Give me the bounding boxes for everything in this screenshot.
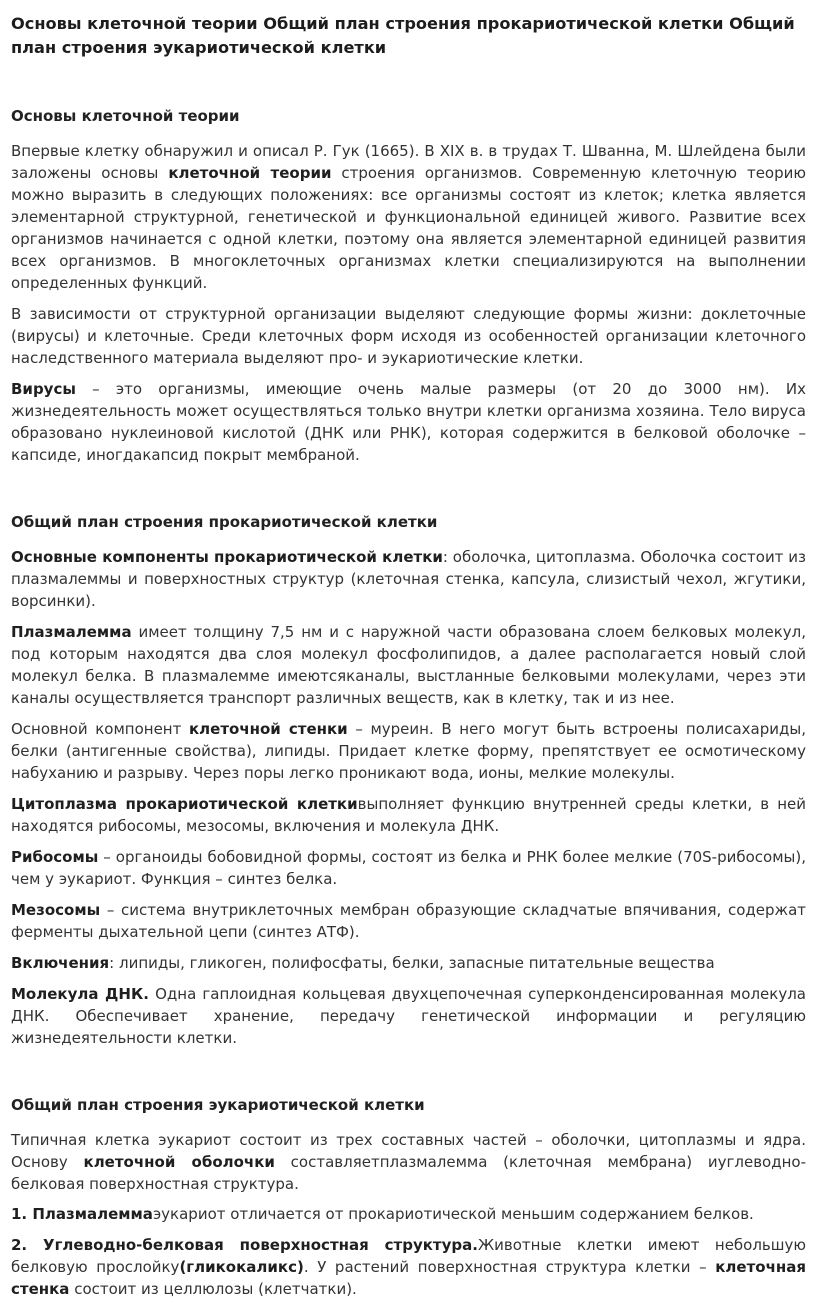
- list-item: [11, 1234, 806, 1300]
- bold-term: клеточной стенки: [188, 720, 348, 738]
- bold-term: Основные компоненты прокариотической клетки: [11, 548, 443, 566]
- bold-term: Вирусы: [11, 380, 76, 398]
- text-span: – муреин. В него могут быть встроены полисахариды, белки (антигенные свойства), липиды. Придает клетке форму, препятствует ее осмотическому набуханию и разрыву. Через поры легко проникают вода, ионы, мелкие молекулы.: [11, 720, 806, 782]
- paragraph-inclusions: [11, 952, 806, 974]
- section-heading-prokaryotic: Общий план строения прокариотической клетки: [11, 513, 438, 531]
- text-span: Основной компонент: [11, 720, 189, 738]
- text-span: Типичная клетка эукариот состоит из трех составных частей – оболочки, цитоплазмы и ядра. Основу: [11, 1131, 806, 1171]
- bold-term: (гликокаликс): [179, 1258, 304, 1276]
- text-span: . У растений поверхностная структура клетки –: [303, 1258, 716, 1276]
- text-span: – система внутриклеточных мембран образующие складчатые впячивания, содержат ферменты дыхательной цепи (синтез АТФ).: [11, 901, 806, 941]
- paragraph-life-forms: В зависимости от структурной организации выделяют следующие формы жизни: доклеточные (вирусы) и клеточные. Среди клеточных форм исходя из особенностей организации клеточного наследственного материала выделяют про- и эукариотические клетки.: [11, 305, 806, 367]
- paragraph-ribosomes: [11, 846, 806, 890]
- text-span: – органоиды бобовидной формы, состоят из белка и РНК более мелкие (70S-рибосомы), чем у эукариот. Функция – синтез белка.: [11, 848, 806, 888]
- text-span: эукариот отличается от прокариотической меньшим содержанием белков.: [152, 1205, 754, 1223]
- paragraph-dna-molecule: [11, 983, 806, 1049]
- bold-term: Включения: [11, 954, 110, 972]
- bold-term: Плазмалемма: [11, 623, 132, 641]
- numbered-list: [11, 1203, 806, 1300]
- bold-term: Мезосомы: [11, 901, 101, 919]
- text-span: состоит из целлюлозы (клетчатки).: [69, 1280, 357, 1298]
- paragraph-eukaryote-intro: [11, 1129, 806, 1195]
- section-prokaryotic-cell: [11, 512, 806, 1049]
- paragraph-cytoplasm: [11, 793, 806, 837]
- paragraph-cell-wall: [11, 718, 806, 784]
- paragraph-mesosomes: [11, 899, 806, 943]
- text-span: – это организмы, имеющие очень малые размеры (от 20 до 3000 нм). Их жизнедеятельность может осуществляться только внутри клетки организма хозяина. Тело вируса образовано нуклеиновой кислотой (ДНК или РНК), которая содержится в белковой оболочке – капсиде, иногдакапсид покрыт мембраной.: [11, 380, 806, 464]
- text-span: : липиды, гликоген, полифосфаты, белки, запасные питательные вещества: [109, 954, 715, 972]
- section-heading-cell-theory: Основы клеточной теории: [11, 107, 240, 125]
- bold-term: Цитоплазма прокариотической клетки: [11, 795, 358, 813]
- bold-term: Углеводно-белковая поверхностная структура.: [27, 1236, 478, 1254]
- bold-term: Плазмалемма: [27, 1205, 153, 1223]
- bold-term: клеточной теории: [168, 164, 332, 182]
- section-eukaryotic-cell: [11, 1095, 806, 1300]
- text-span: составляетплазмалемма (клеточная мембрана) иуглеводно-белковая поверхностная структура.: [11, 1153, 806, 1193]
- text-span: Одна гаплоидная кольцевая двухцепочечная суперконденсированная молекула ДНК. Обеспечивает хранение, передачу генетической информации и регуляцию жизнедеятельности клетки.: [11, 985, 806, 1047]
- text-span: имеет толщину 7,5 нм и с наружной части образована слоем белковых молекул, под которым находятся два слоя молекул фосфолипидов, а далее располагается новый слой молекул белка. В плазмалемме имеютсяканалы, выстланные белковыми молекулами, через эти каналы осуществляется транспорт различных веществ, как в клетку, так и из нее.: [11, 623, 806, 707]
- paragraph-viruses: [11, 378, 806, 466]
- text-span: выполняет функцию внутренней среды клетки, в ней находятся рибосомы, мезосомы, включения и молекула ДНК.: [11, 795, 806, 835]
- section-cell-theory: [11, 106, 806, 466]
- text-span: Впервые клетку обнаружил и описал Р. Гук (1665). В XIX в. в трудах Т. Шванна, М. Шлейдена были заложены основы: [11, 142, 806, 182]
- bold-term: Рибосомы: [11, 848, 99, 866]
- bold-term: клеточной оболочки: [83, 1153, 275, 1171]
- text-span: строения организмов. Современную клеточную теорию можно выразить в следующих положениях: все организмы состоят из клеток; клетка является элементарной структурной, генетической и функциональной единицей живого. Развитие всех организмов начинается с одной клетки, поэтому она является элементарной единицей развития всех организмов. В многоклеточных организмах клетки специализируются на выполнении определенных функций.: [11, 164, 807, 292]
- text-span: : оболочка, цитоплазма. Оболочка состоит из плазмалеммы и поверхностных структур (клеточная стенка, капсула, слизистый чехол, жгутики, ворсинки).: [11, 548, 806, 610]
- list-item-number: 1.: [11, 1205, 28, 1223]
- bold-term: клеточная стенка: [11, 1258, 806, 1298]
- list-item-number: 2.: [11, 1236, 28, 1254]
- document-title: Основы клеточной теории Общий план строения прокариотической клетки Общий план строения эукариотической клетки: [11, 14, 795, 57]
- text-span: Животные клетки имеют небольшую белковую прослойку: [11, 1236, 807, 1276]
- list-item: [11, 1203, 806, 1225]
- paragraph-cell-theory-intro: [11, 140, 806, 294]
- paragraph-plasmalemma: [11, 621, 806, 709]
- paragraph-main-components: [11, 546, 806, 612]
- section-heading-eukaryotic: Общий план строения эукариотической клетки: [11, 1096, 425, 1114]
- bold-term: Молекула ДНК.: [11, 985, 149, 1003]
